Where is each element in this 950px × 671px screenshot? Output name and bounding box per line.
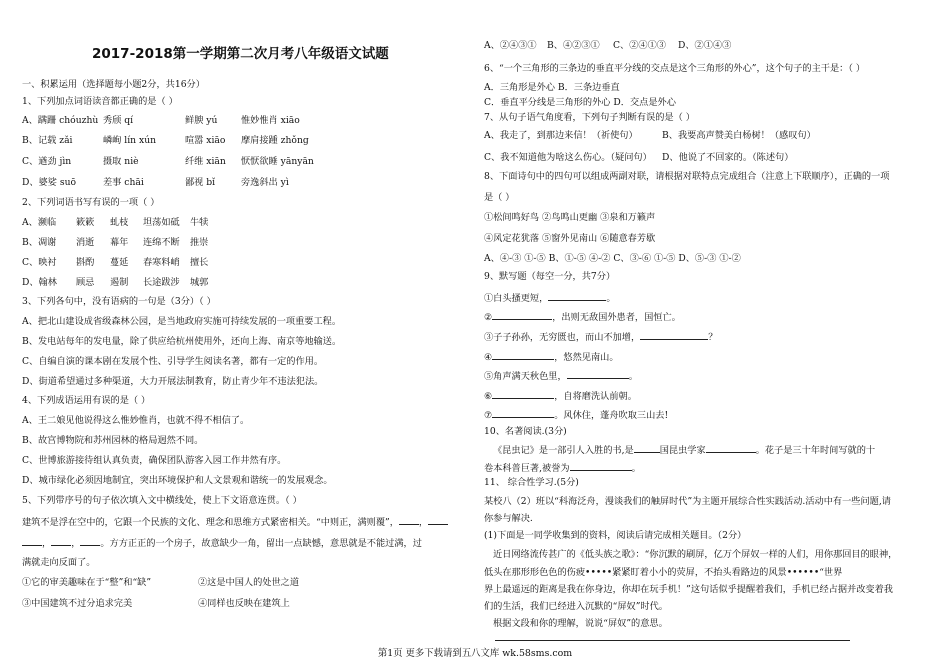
option-word: D、婆娑 suō [22, 177, 77, 188]
question-11-text: 界上最遥远的距离是我在你身边，你却在玩手机！”这句话似乎提醒着我们，手机已经占据并改变着我 [484, 584, 893, 595]
option-word: 旁逸斜出 yì [241, 177, 289, 188]
question-10-line [493, 443, 875, 457]
question-5-passage-line: ， ， 。方方正正的一个房子，故意缺少一角，留出一点缺憾，意思就是不能过满，过 [22, 536, 422, 550]
dictation-item [484, 389, 637, 403]
option-word: 恹恹欲睡 yānyān [241, 156, 314, 167]
option-word: 秀颀 qí [103, 115, 134, 126]
dictation-text: ，悠然见南山。 [554, 352, 619, 363]
question-8-lines: ④风定花犹落 ⑤窗外见南山 ⑥随意春芳歇 [484, 233, 656, 244]
option-word: 鲜腴 yú [185, 115, 218, 126]
question-3-option-d: D、街道希望通过多种渠道，大力开展法制教育，防止青少年不违法犯法。 [22, 376, 324, 387]
question-4-option-c: C、世博旅游接待组认真负责，确保团队游客入园工作井然有序。 [22, 455, 287, 466]
option-word: C、映衬 [22, 257, 57, 268]
question-4-option-b: B、故宫博物院和苏州园林的格局迥然不同。 [22, 435, 204, 446]
option-word: C、遒劲 jìn [22, 156, 72, 167]
q10-text: 《昆虫记》是一部引人入胜的书,是 [493, 445, 634, 456]
option-word: 摄取 niè [103, 156, 139, 167]
question-11-text: 近日网络流传甚广的《低头族之歌》：“你沉默的刷屏，亿万个屏奴一样的人们，用你那回目的眼神， [493, 549, 898, 560]
option: C、②④①③ [613, 40, 666, 51]
section-heading: 一、积累运用（选择题每小题2分，共16分） [22, 79, 205, 90]
option-word: 牛犊 [190, 217, 209, 228]
answer-blank[interactable] [492, 350, 554, 360]
question-6-options: C．垂直平分线是三角形的外心 D．交点是外心 [484, 97, 676, 108]
question-4-option-a: A、王二娘见他说得这么惟妙惟肖，也就不得不相信了。 [22, 415, 250, 426]
page-title: 2017-2018第一学期第二次月考八年级语文试题 [92, 46, 389, 62]
question-11-stem: 11、 综合性学习.(5分) [484, 477, 579, 488]
option-word: 消逝 [76, 237, 95, 248]
question-11-text: 你参与解决. [484, 513, 533, 524]
option-word: 顾忌 [76, 277, 95, 288]
question-7-option-d: D、他说了不回家的。（陈述句） [662, 152, 794, 163]
question-3-option-c: C、自编自演的课本剧在发展个性、引导学生阅读名著，都有一定的作用。 [22, 356, 324, 367]
question-3-option-b: B、发电站每年的发电量，除了供应给杭州使用外，还向上海、南京等地输送。 [22, 336, 342, 347]
question-5-item: ①它的审美趣味在于“整”和“缺” [22, 577, 152, 588]
option-word: 擅长 [190, 257, 209, 268]
question-8-lines: ①松间鸣好鸟 ②鸟鸣山更幽 ③泉和万籁声 [484, 212, 656, 223]
question-11-text: 某校八（2）班以“科海泛舟，漫谈我们的触屏时代”为主题开展综合性实践活动.活动中有一些问题,请 [484, 496, 891, 507]
question-8-stem: 8、下面诗句中的四句可以组成两副对联，请根据对联特点完成组合（注意上下联顺序），正确的一项 [484, 171, 890, 182]
dictation-text: ⑦ [484, 410, 493, 421]
answer-blank[interactable] [640, 330, 708, 340]
answer-line[interactable] [495, 640, 850, 641]
option: A、②④③① [484, 40, 537, 51]
question-11-text: 根据文段和你的理解，说说“屏奴”的意思。 [493, 618, 668, 629]
option-word: 连绵不断 [143, 237, 180, 248]
answer-blank[interactable] [567, 369, 629, 379]
question-6-options: A．三角形是外心 B．三条边垂直 [484, 82, 620, 93]
dictation-text: 。 [606, 293, 616, 304]
option-word: A、蹒跚 chóuzhù [22, 115, 99, 126]
dictation-text: ④ [484, 352, 493, 363]
option-word: 嶙峋 lín xún [103, 135, 157, 146]
dictation-text: ，自将磨洗认前朝。 [554, 391, 637, 402]
answer-blank[interactable] [706, 443, 756, 453]
question-7-stem: 7、从句子语气角度看，下列句子判断有误的是（ ） [484, 112, 695, 123]
option: B、④②③① [547, 40, 600, 51]
option-word: 遏制 [110, 277, 129, 288]
answer-blank[interactable] [548, 291, 606, 301]
question-6-stem: 6、“一个三角形的三条边的垂直平分线的交点是这个三角形的外心”，这个句子的主干是：（ ） [484, 63, 866, 74]
option-word: 幕年 [110, 237, 129, 248]
question-8-stem-cont: 是（ ） [484, 192, 515, 203]
question-7-option-c: C、我不知道他为啥这么伤心。（疑问句） [484, 152, 652, 163]
option-word: A、濒临 [22, 217, 57, 228]
option-word: 斟酌 [76, 257, 95, 268]
dictation-item [484, 330, 717, 344]
question-11-text: 低头在那形形色色的伤疲•••••紧紧盯着小小的荧屏，不抬头看路边的风景••••••“世界 [484, 567, 843, 578]
question-11-sub: (1)下面是一同学收集到的资料，阅读后请完成相关题目。（2分） [484, 530, 747, 541]
question-5-passage-line: 满就走向反面了。 [22, 557, 96, 568]
option-word: 坦荡如砥 [143, 217, 180, 228]
dictation-text: 。风休住，蓬舟吹取三山去! [554, 410, 669, 421]
dictation-text: ⑤角声满天秋色里， [484, 371, 567, 382]
dictation-text: ⑥ [484, 391, 493, 402]
page-footer: 第1页 更多下载请到五八文库 wk.58sms.com [377, 648, 573, 659]
option-word: 虬枝 [110, 217, 129, 228]
option-word: 惟妙惟肖 xiāo [241, 115, 300, 126]
answer-blank[interactable] [492, 408, 554, 418]
dictation-item [484, 369, 638, 383]
question-10-stem: 10、名著阅读.(3分) [484, 426, 567, 437]
question-5-item: ②这是中国人的处世之道 [198, 577, 300, 588]
q10-text: 卷本科普巨著,被誉为 [484, 463, 570, 474]
question-1-stem: 1、下列加点词语读音都正确的是（ ） [22, 96, 178, 107]
question-4-option-d: D、城市绿化必须因地制宜，突出环境保护和人文景观和谐统一的发展观念。 [22, 475, 333, 486]
q10-text: 。 [631, 463, 641, 474]
answer-blank[interactable] [51, 536, 71, 546]
answer-blank[interactable] [399, 515, 419, 525]
dictation-text: ，出则无敌国外患者，国恒亡。 [552, 312, 681, 323]
option-word: 春寒料峭 [143, 257, 180, 268]
option-word: 鄙视 bǐ [185, 177, 216, 188]
question-7-option-b: B、我要高声赞美白杨树！（感叹句） [662, 130, 816, 141]
option-word: 城郭 [190, 277, 209, 288]
question-4-stem: 4、下列成语运用有误的是（ ） [22, 395, 151, 406]
answer-blank[interactable] [22, 536, 42, 546]
option-word: 差事 chāi [103, 177, 144, 188]
answer-blank[interactable] [428, 515, 448, 525]
answer-blank[interactable] [492, 389, 554, 399]
answer-blank[interactable] [570, 461, 632, 471]
question-3-stem: 3、下列各句中，没有语病的一句是（3分）（ ） [22, 296, 216, 307]
option-word: 簌簌 [76, 217, 95, 228]
question-5-stem: 5、下列带序号的句子依次填入文中横线处，使上下文语意连贯。（ ） [22, 495, 302, 506]
question-5-item: ③中国建筑不过分追求完美 [22, 598, 133, 609]
question-9-stem: 9、默写题（每空一分，共7分） [484, 271, 616, 282]
option: D、②①④③ [678, 40, 732, 51]
dictation-text: ② [484, 312, 493, 323]
option-word: 纤维 xiān [185, 156, 226, 167]
question-2-stem: 2、下列词语书写有误的一项（ ） [22, 197, 160, 208]
question-5-item: ④同样也反映在建筑上 [198, 598, 290, 609]
option-word: 摩肩接踵 zhǒng [241, 135, 309, 146]
option-word: B、记载 zǎi [22, 135, 73, 146]
question-8-options: A、④-③ ①-⑤ B、①-⑤ ④-② C、③-⑥ ①-⑤ D、⑤-③ ①-② [484, 253, 741, 264]
question-7-option-a: A、我走了，到那边来信！（祈使句） [484, 130, 638, 141]
dictation-text: 。 [628, 371, 638, 382]
dictation-text: ①白头搔更短， [484, 293, 549, 304]
q10-text: 。花子是三十年时间写就的十 [755, 445, 876, 456]
option-word: 长途跋涉 [143, 277, 180, 288]
option-word: 喧嚣 xiāo [185, 135, 226, 146]
option-word: 推崇 [190, 237, 209, 248]
question-3-option-a: A、把北山建设成省级森林公园，是当地政府实施可持续发展的一项重要工程。 [22, 316, 342, 327]
dictation-item [484, 408, 668, 422]
passage-text: 建筑不是浮在空中的，它跟一个民族的文化、理念和思维方式紧密相关。“中则正，满则覆”， [22, 517, 399, 528]
question-11-text: 们的生活，我们已经进入沉默的“屏奴”时代。 [484, 601, 668, 612]
option-word: B、凋谢 [22, 237, 57, 248]
question-10-line [484, 461, 641, 475]
dictation-item [484, 310, 681, 324]
dictation-text: ③子子孙孙，无穷匮也，而山不加增， [484, 332, 641, 343]
option-word: 蔓延 [110, 257, 129, 268]
passage-text: 。方方正正的一个房子，故意缺少一角，留出一点缺憾，意思就是不能过满，过 [100, 538, 422, 549]
dictation-text: ？ [708, 332, 718, 343]
dictation-item [484, 291, 616, 305]
option-word: D、翰林 [22, 277, 57, 288]
question-5-passage-line: 建筑不是浮在空中的，它跟一个民族的文化、理念和思维方式紧密相关。“中则正，满则覆”， ， [22, 515, 448, 529]
answer-blank[interactable] [492, 310, 552, 320]
answer-blank[interactable] [80, 536, 100, 546]
dictation-item [484, 350, 619, 364]
answer-blank[interactable] [634, 443, 660, 453]
q10-text: 国昆虫学家 [659, 445, 706, 456]
